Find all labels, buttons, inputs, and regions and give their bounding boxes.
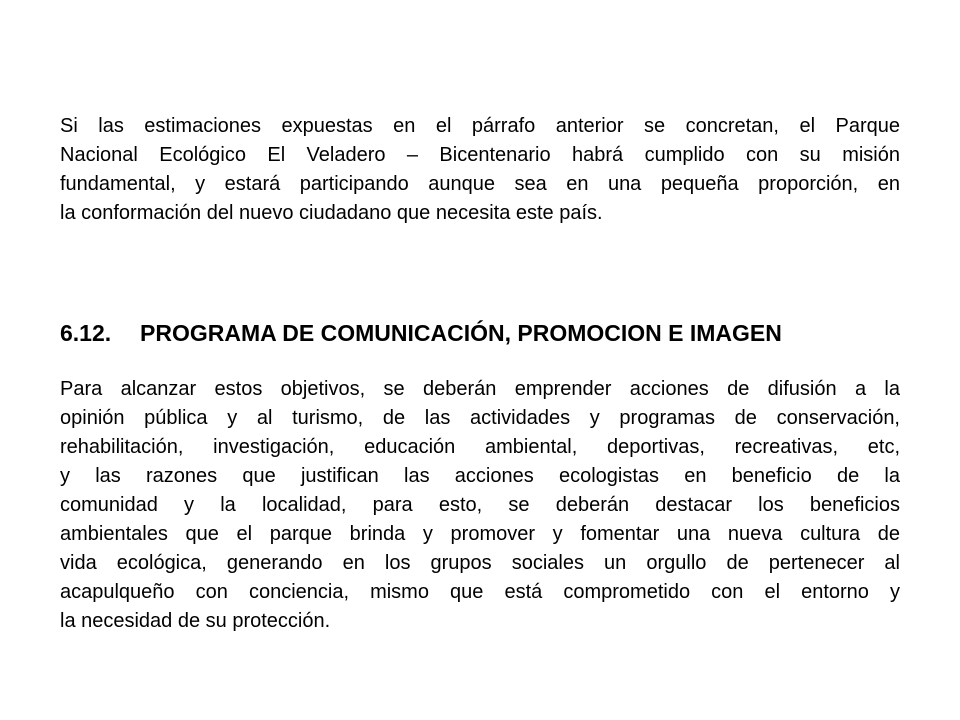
body-line: y las razones que justifican las acciones ecologistas en beneficio de la — [60, 465, 900, 487]
body-line: ambientales que el parque brinda y promover y fomentar una nueva cultura de — [60, 523, 900, 545]
body-paragraph — [60, 375, 900, 636]
intro-line: la conformación del nuevo ciudadano que necesita este país. — [60, 202, 603, 224]
section-title: PROGRAMA DE COMUNICACIÓN, PROMOCION E IMAGEN — [140, 320, 782, 346]
body-line: rehabilitación, investigación, educación ambiental, deportivas, recreativas, etc, — [60, 436, 900, 458]
section-heading — [60, 316, 782, 350]
section-number: 6.12. — [60, 320, 112, 346]
body-line: opinión pública y al turismo, de las actividades y programas de conservación, — [60, 407, 900, 429]
intro-line: fundamental, y estará participando aunque sea en una pequeña proporción, en — [60, 173, 900, 195]
body-line: Para alcanzar estos objetivos, se deberán emprender acciones de difusión a la — [60, 378, 900, 400]
body-line: la necesidad de su protección. — [60, 610, 331, 632]
intro-line: Si las estimaciones expuestas en el párrafo anterior se concretan, el Parque — [60, 115, 900, 137]
intro-paragraph — [60, 112, 900, 228]
body-line: acapulqueño con conciencia, mismo que está comprometido con el entorno y — [60, 581, 900, 603]
body-line: comunidad y la localidad, para esto, se deberán destacar los beneficios — [60, 494, 900, 516]
intro-line: Nacional Ecológico El Veladero – Bicentenario habrá cumplido con su misión — [60, 144, 900, 166]
body-line: vida ecológica, generando en los grupos sociales un orgullo de pertenecer al — [60, 552, 900, 574]
